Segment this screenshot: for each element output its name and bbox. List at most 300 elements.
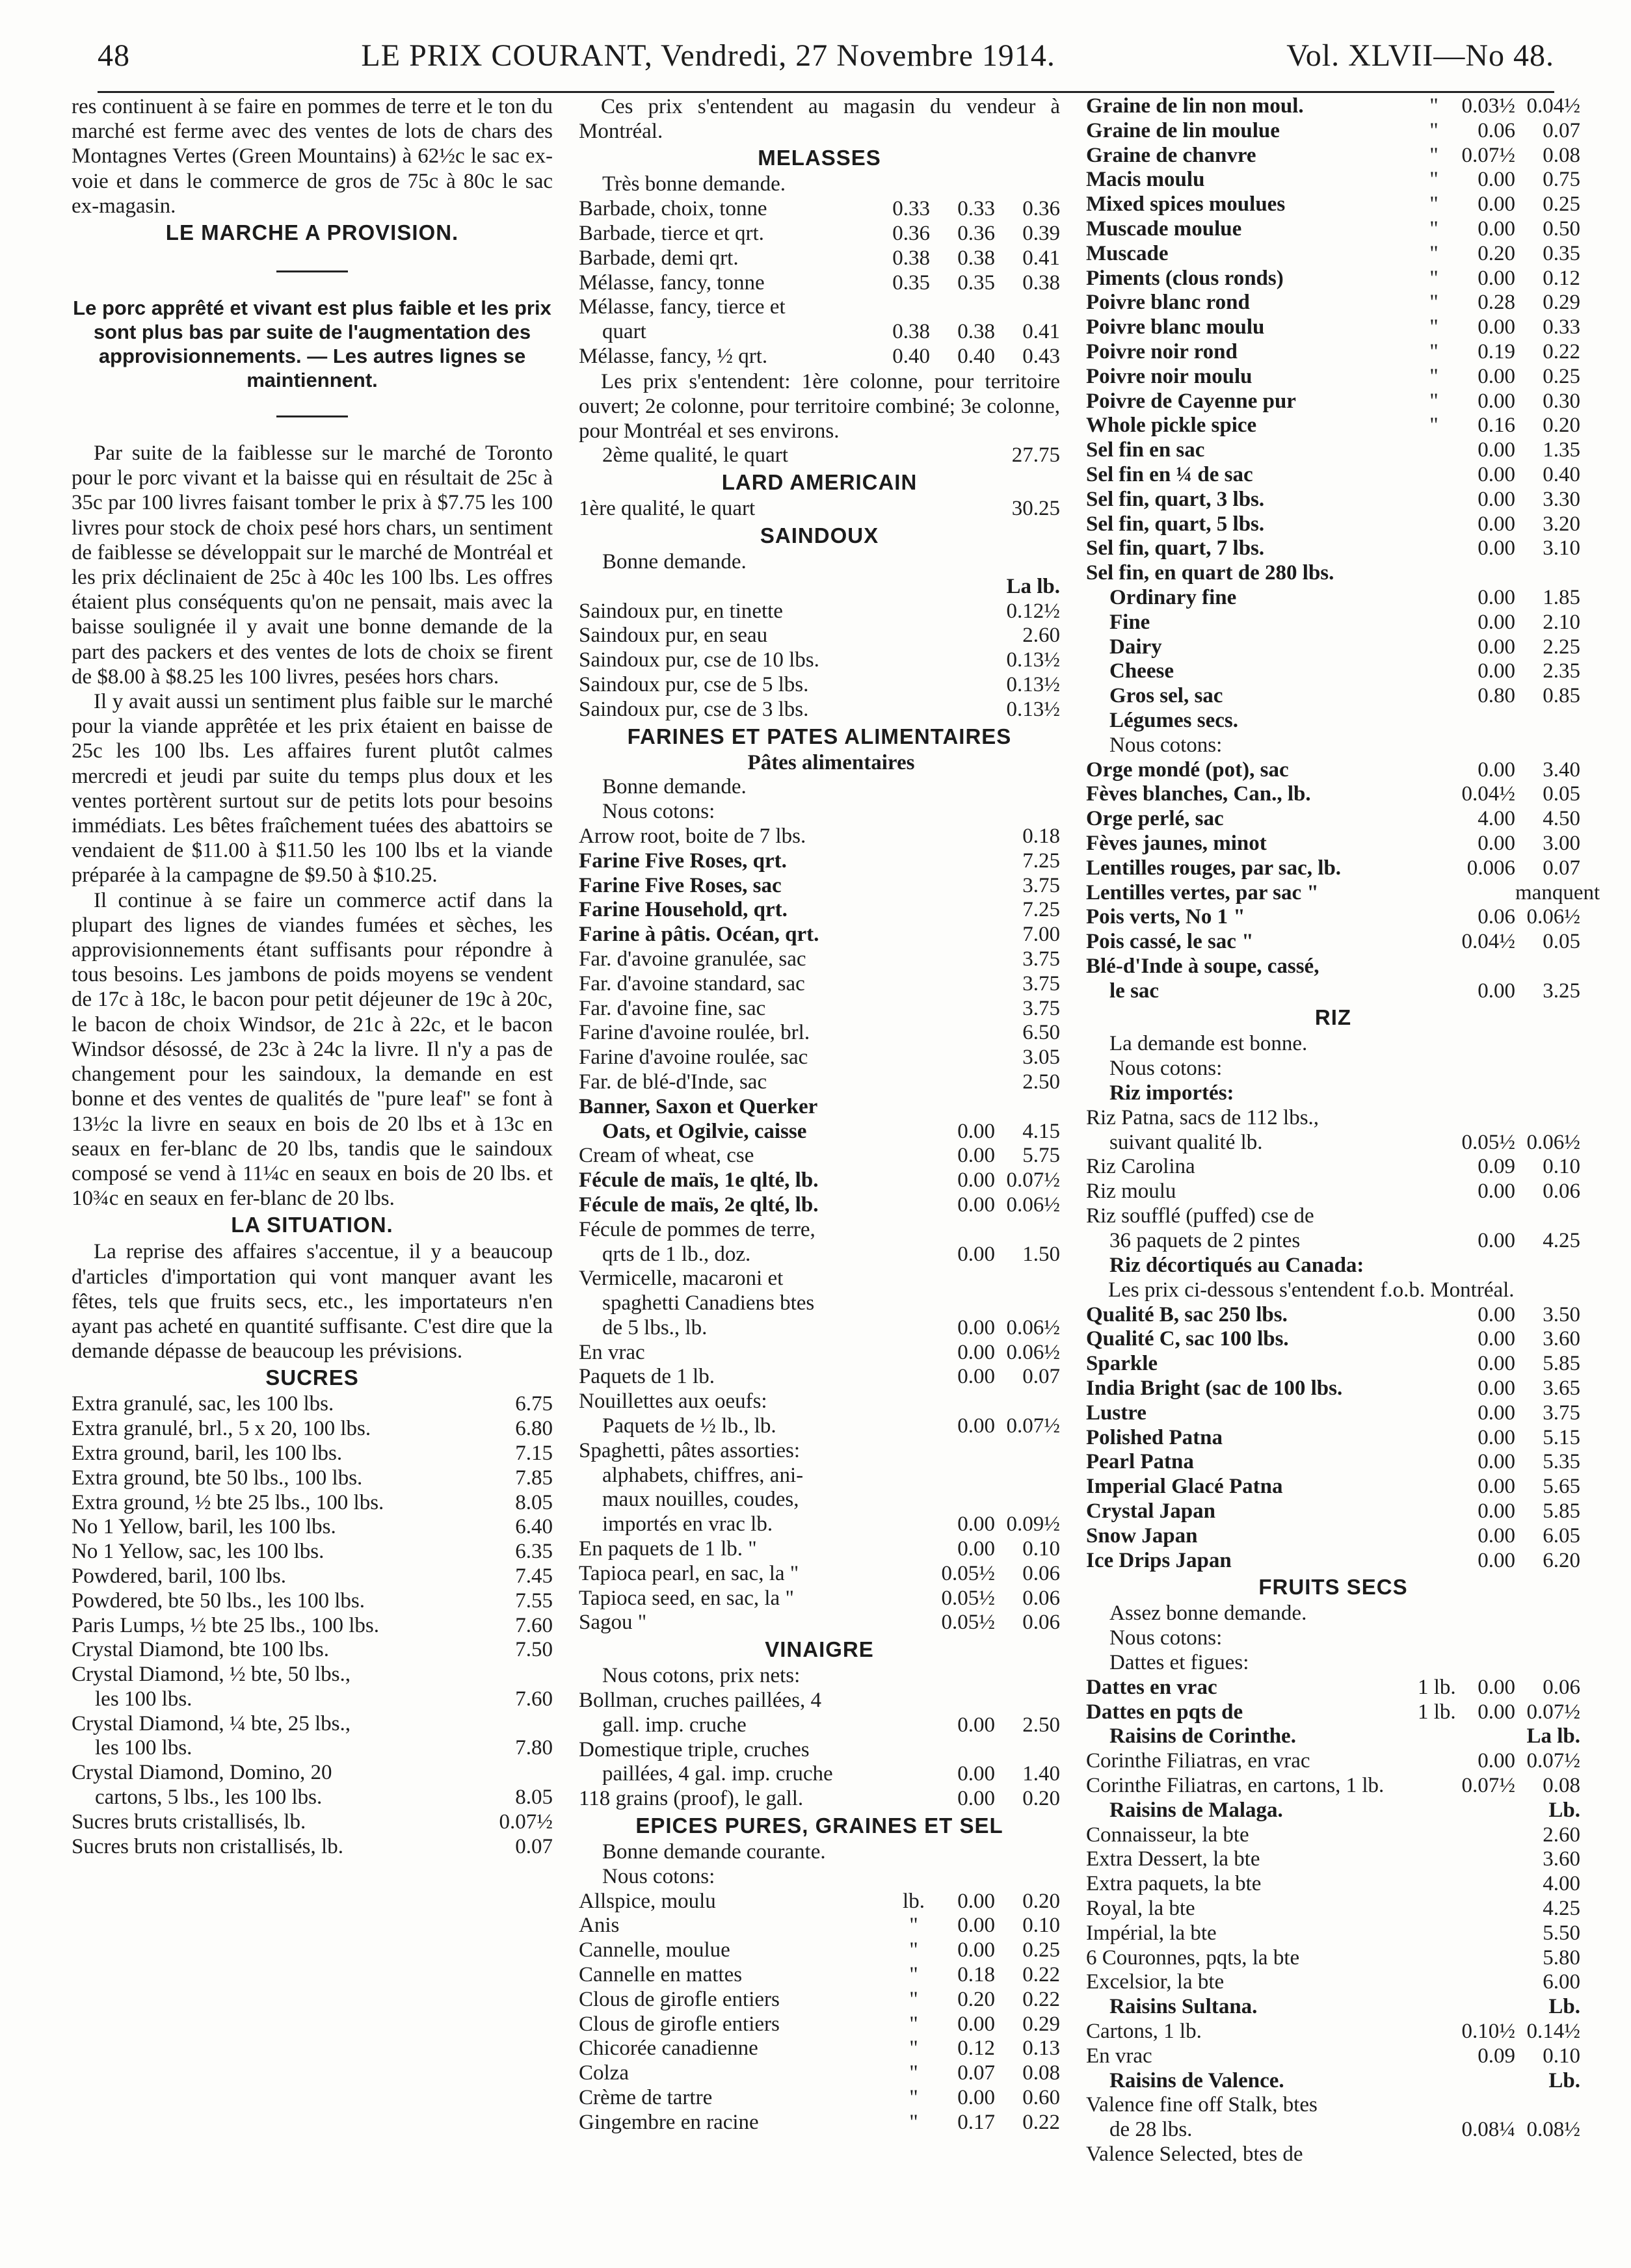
row-unit: " — [909, 1938, 918, 1962]
row-price: 3.75 — [1022, 996, 1060, 1020]
row-price: 0.10 — [1022, 1914, 1060, 1938]
row-price: 0.60 — [1022, 2086, 1060, 2109]
price-row — [1086, 1872, 1580, 1897]
row-label: Orge mondé (pot), sac — [1086, 758, 1289, 782]
price-row — [1086, 315, 1580, 340]
row-price: 0.08 — [1543, 1774, 1580, 1797]
row-price: 0.00 — [1478, 389, 1515, 413]
row-label: Polished Patna — [1086, 1425, 1223, 1449]
riz-heading: RIZ — [1314, 1005, 1352, 1030]
corinthe-subheading-row — [1086, 1724, 1580, 1749]
row-price: 0.05½ — [1461, 1130, 1515, 1154]
row-price — [930, 295, 995, 320]
row-unit: " — [1429, 339, 1439, 363]
price-row — [1086, 536, 1580, 561]
row-label: Cannelle, moulue — [579, 1938, 730, 1962]
row-price: 0.00 — [957, 1914, 995, 1938]
row-price: 2.50 — [1022, 1070, 1060, 1094]
price-row — [1086, 1106, 1580, 1131]
row-label: 1ère qualité, le quart — [579, 497, 756, 521]
row-price: 0.00 — [1478, 758, 1515, 782]
row-price: 0.06½ — [1006, 1193, 1060, 1217]
price-row — [579, 1168, 1060, 1193]
price-row — [579, 1243, 1060, 1267]
price-row — [1086, 955, 1580, 979]
row-price: 0.00 — [1478, 1523, 1515, 1548]
row-label: Riz moulu — [1086, 1180, 1176, 1204]
row-price: 0.75 — [1543, 168, 1580, 192]
epices-table — [579, 1890, 1060, 2135]
price-row — [1086, 1970, 1580, 1995]
row-unit — [1418, 635, 1450, 660]
row-price: 0.40 — [957, 344, 995, 368]
price-row — [579, 2061, 1060, 2086]
row-price: 0.00 — [957, 1537, 995, 1561]
row-price — [930, 1095, 995, 1120]
row-price: 3.75 — [1543, 1401, 1580, 1425]
price-row — [579, 600, 1060, 624]
row-price: 0.00 — [1478, 438, 1515, 462]
row-label: Domestique triple, cruches — [579, 1737, 810, 1761]
row-unit: " — [1429, 266, 1439, 290]
row-price: 2.60 — [1022, 624, 1060, 648]
row-label: Saindoux pur, cse de 10 lbs. — [579, 648, 819, 672]
price-row — [579, 947, 1060, 972]
row-label: Powdered, baril, 100 lbs. — [72, 1564, 286, 1588]
row-label: Paquets de 1 lb. — [579, 1365, 715, 1389]
melasses-second-quality-row — [579, 443, 1060, 468]
row-price: 5.35 — [1543, 1450, 1580, 1474]
row-price: 5.65 — [1543, 1475, 1580, 1499]
provision-paragraph-1: Par suite de la faiblesse sur le marché de Toronto pour le porc vivant et la baisse qui en résultait de 25c à 35c par 100 livres faisant tomber le prix à $7.75 les 100 livres pour stock de choix pesé hors chars, un sentiment de faiblesse se développait sur le marché de Montréal et les prix déclinaient de 25c à 40c les 100 lbs. Les offres étaient plus conséquents qu'on ne pensait, mais avec la baisse soulignée il y avait une bonne demande de la part des packers et des ventes de lots de choix se firent de $8.00 à $8.25 les 100 livres, pesées hors chars. — [72, 442, 553, 689]
row-label: Extra ground, ½ bte 25 lbs., 100 lbs. — [72, 1490, 384, 1514]
row-price: 0.00 — [1478, 1302, 1515, 1326]
row-price — [1515, 2093, 1580, 2118]
price-row — [579, 874, 1060, 899]
row-price: 0.20 — [1478, 241, 1515, 265]
row-label: Mélasse, fancy, tonne — [579, 270, 765, 295]
row-price — [497, 1712, 553, 1737]
saindoux-table — [579, 600, 1060, 722]
sucres-heading: SUCRES — [265, 1365, 359, 1390]
row-price: 0.85 — [1543, 684, 1580, 708]
row-label: quart — [602, 320, 646, 344]
row-label: Riz Carolina — [1086, 1155, 1195, 1179]
row-price: 0.06½ — [1526, 1130, 1580, 1154]
row-price: 3.40 — [1543, 758, 1580, 782]
row-price: 0.33 — [1543, 315, 1580, 339]
row-label: Crystal Diamond, Domino, 20 — [72, 1761, 332, 1785]
row-price: 0.08¼ — [1461, 2118, 1515, 2142]
row-price: 0.00 — [1478, 217, 1515, 241]
row-price: 0.29 — [1022, 2012, 1060, 2036]
sultana-unit: Lb. — [1548, 1995, 1580, 2019]
row-unit: " — [909, 1914, 918, 1938]
price-row — [579, 197, 1060, 222]
price-row — [1086, 979, 1580, 1004]
price-row — [1086, 2044, 1580, 2069]
row-price: 0.06 — [1543, 1675, 1580, 1699]
row-label: Sel fin, quart, 5 lbs. — [1086, 512, 1265, 536]
row-price — [1450, 881, 1515, 906]
row-price: 0.08 — [1543, 143, 1580, 167]
row-label: Qualité B, sac 250 lbs. — [1086, 1302, 1288, 1326]
row-price: 0.00 — [957, 1168, 995, 1193]
row-price: 0.06½ — [1006, 1315, 1060, 1339]
row-price: 7.45 — [515, 1564, 553, 1588]
row-price — [995, 1464, 1060, 1488]
row-label: Paquets de ½ lb., lb. — [602, 1414, 776, 1438]
row-price — [1450, 1204, 1515, 1229]
row-price: 0.09½ — [1006, 1512, 1060, 1536]
row-label: Orge perlé, sac — [1086, 807, 1224, 831]
saindoux-heading: SAINDOUX — [760, 523, 879, 547]
row-label: Ordinary fine — [1109, 585, 1237, 609]
row-label: Farine Five Roses, qrt. — [579, 849, 787, 873]
price-row — [1086, 414, 1580, 438]
row-unit: " — [1429, 192, 1439, 217]
price-row — [1086, 2118, 1580, 2143]
row-label: Extra granulé, brl., 5 x 20, 100 lbs. — [72, 1417, 371, 1441]
price-row — [72, 1810, 553, 1835]
row-price — [1450, 1106, 1515, 1131]
row-price: 0.00 — [957, 2086, 995, 2109]
row-price: 0.00 — [1478, 168, 1515, 192]
row-price: 0.00 — [1478, 1475, 1515, 1499]
price-row — [1086, 905, 1580, 930]
row-price: 0.00 — [957, 1193, 995, 1217]
row-price: 0.00 — [957, 1315, 995, 1339]
row-price: 0.06 — [1022, 1611, 1060, 1635]
price-row — [579, 1988, 1060, 2012]
row-label: Sel fin en ¼ de sac — [1086, 462, 1253, 486]
price-row — [1086, 1426, 1580, 1451]
row-price — [1450, 2143, 1515, 2167]
price-row — [579, 1341, 1060, 1365]
row-unit: lb. — [903, 1889, 925, 1913]
row-label: Sucres bruts cristallisés, lb. — [72, 1810, 306, 1834]
row-unit — [1418, 536, 1450, 561]
malaga-unit: Lb. — [1548, 1798, 1580, 1822]
row-label: Royal, la bte — [1086, 1896, 1195, 1920]
valence-subheading-row — [1086, 2069, 1580, 2094]
row-price: 3.25 — [1543, 979, 1580, 1003]
row-price: 0.13½ — [1006, 672, 1060, 696]
row-price: 4.15 — [1022, 1119, 1060, 1143]
row-label: Pois cassé, le sac " — [1086, 930, 1254, 954]
price-row — [1086, 389, 1580, 414]
price-row — [579, 1938, 1060, 1963]
corinthe-subheading: Raisins de Corinthe. — [1109, 1724, 1296, 1748]
price-row — [1086, 1131, 1580, 1155]
row-price: 0.00 — [1478, 1401, 1515, 1425]
row-price: 0.00 — [957, 1713, 995, 1737]
row-price: 0.35 — [957, 270, 995, 295]
row-label: maux nouilles, coudes, — [602, 1488, 799, 1512]
provision-paragraph-3: Il continue à se faire un commerce actif dans la plupart des lignes de viandes fumées et sèches, les approvisionnements étant suffisants pour répondre à tous besoins. Les jambons de poids moyens se vendent de 17c à 18c, le bacon pour petit déjeuner de 19c à 20c, le bacon de choix Windsor, de 21c à 22c, et le bacon Windsor désossé, de 23c à 24c la livre. Il n'y a pas de changement pour les saindoux, la demande en est bonne et des ventes de qualités de "pure leaf" se font à 13½c la livre en seaux en bois de 20 lbs et à 13c en seaux en fer-blanc de 20 lbs, tandis que le saindoux composé se vend à 11¼c en seaux en bois de 20 lbs. et 10¾c en seaux en fer-blanc de 20 lbs. — [72, 888, 553, 1211]
row-price: 0.00 — [957, 1119, 995, 1143]
row-price: 6.35 — [515, 1540, 553, 1564]
price-row — [579, 824, 1060, 849]
row-label: Farine à pâtis. Océan, qrt. — [579, 923, 819, 947]
row-price: 6.75 — [515, 1392, 553, 1416]
price-row — [579, 1120, 1060, 1144]
row-price: 0.25 — [1022, 1938, 1060, 1962]
price-row — [579, 698, 1060, 722]
row-label: Corinthe Filiatras, en vrac — [1086, 1749, 1310, 1773]
row-label: Mélasse, fancy, tierce et — [579, 295, 786, 319]
price-row — [1086, 340, 1580, 365]
price-row — [1086, 659, 1580, 684]
volume-label: Vol. XLVII—No 48. — [1286, 38, 1554, 73]
row-price: 0.00 — [1478, 635, 1515, 659]
row-price: 6.40 — [515, 1515, 553, 1539]
row-label: Dattes en vrac — [1086, 1675, 1217, 1699]
row-price — [1515, 955, 1580, 979]
row-price: 4.25 — [1543, 1228, 1580, 1252]
sultana-subheading: Raisins Sultana. — [1109, 1995, 1258, 2019]
price-row — [1086, 144, 1580, 168]
row-label: Mélasse, fancy, ½ qrt. — [579, 344, 768, 368]
row-price — [930, 1070, 995, 1095]
row-unit: " — [1429, 143, 1439, 167]
provision-heading: LE MARCHE A PROVISION. — [165, 220, 459, 245]
row-price: 0.10 — [1543, 1155, 1580, 1179]
row-price: 0.006 — [1466, 856, 1515, 880]
row-price: 7.15 — [515, 1441, 553, 1465]
row-label: Poivre noir moulu — [1086, 364, 1253, 388]
page-header — [98, 20, 1554, 93]
row-label: Far. d'avoine granulée, sac — [579, 947, 806, 971]
row-price: 30.25 — [1011, 497, 1060, 521]
row-price: 0.00 — [1478, 1700, 1515, 1724]
valence-unit: Lb. — [1548, 2068, 1580, 2092]
provision-paragraph-2: Il y avait aussi un sentiment plus faible sur le marché pour la viande apprêtée et les prix étaient en baisse de 25c les 100 lbs. Les affaires furent plutôt calmes mercredi et jeudi par suite du temps plus doux et les ventes portèrent surtout sur de petits lots pour besoins immédiats. Les bêtes fraîchement tuées des abattoirs se vendaient de $11.00 à $11.50 les 100 lbs et la viande préparée à la campagne de $9.50 à $10.25. — [72, 690, 553, 888]
row-unit: " — [1429, 315, 1439, 339]
price-row — [72, 1663, 553, 1687]
row-price: 0.38 — [957, 246, 995, 270]
row-price: 0.28 — [1478, 291, 1515, 315]
row-price: 0.00 — [1478, 1180, 1515, 1204]
row-price: 0.00 — [1478, 1548, 1515, 1572]
price-row — [1086, 1377, 1580, 1401]
row-unit: " — [1429, 389, 1439, 413]
row-price: 0.03½ — [1461, 94, 1515, 118]
row-price: 6.05 — [1543, 1523, 1580, 1548]
price-row — [579, 1218, 1060, 1243]
row-price: 0.09 — [1478, 2044, 1515, 2068]
price-row — [579, 1689, 1060, 1713]
row-price: 0.07½ — [499, 1810, 553, 1834]
price-row — [579, 1787, 1060, 1812]
row-label: Fèves jaunes, minot — [1086, 831, 1267, 855]
row-price — [930, 824, 995, 849]
price-row — [72, 1564, 553, 1589]
row-price: 7.60 — [515, 1687, 553, 1711]
fruits-heading: FRUITS SECS — [1258, 1575, 1408, 1600]
row-price — [995, 1095, 1060, 1120]
row-label: 118 grains (proof), le gall. — [579, 1787, 804, 1811]
row-price — [930, 972, 995, 997]
row-price: 0.08 — [1022, 2061, 1060, 2085]
row-unit: " — [1429, 241, 1439, 265]
price-row — [1086, 1303, 1580, 1328]
price-row — [579, 295, 1060, 320]
row-price: 0.41 — [1022, 246, 1060, 270]
sultana-subheading-row — [1086, 1995, 1580, 2020]
price-row — [1086, 635, 1580, 660]
column-3 — [1086, 94, 1600, 2240]
row-price: 0.36 — [957, 222, 995, 245]
price-row — [72, 1515, 553, 1540]
row-price: 0.36 — [892, 222, 930, 245]
price-row — [579, 1095, 1060, 1120]
melasses-note: Les prix s'entendent: 1ère colonne, pour territoire ouvert; 2e colonne, pour territoire combiné; 3e colonne, pour Montréal et ses environs. — [579, 369, 1060, 443]
price-row — [579, 1316, 1060, 1341]
row-label: de 28 lbs. — [1109, 2118, 1193, 2142]
row-label: Crystal Diamond, ½ bte, 50 lbs., — [72, 1663, 351, 1687]
row-unit: " — [1429, 291, 1439, 315]
price-row — [579, 1512, 1060, 1537]
row-price: 0.05½ — [941, 1611, 995, 1635]
provision-lead: Le porc apprêté et vivant est plus faible et les prix sont plus bas par suite de l'augmentation des approvisionnements. — Les autres lignes se maintiennent. — [73, 297, 551, 392]
row-price — [497, 1663, 553, 1687]
price-row — [72, 1761, 553, 1786]
fruits-cotons: Nous cotons: — [1109, 1626, 1223, 1650]
price-row — [1086, 1475, 1580, 1499]
price-row — [579, 2111, 1060, 2135]
row-price: 5.75 — [1022, 1144, 1060, 1168]
row-label: Extra Dessert, la bte — [1086, 1847, 1260, 1871]
price-row — [579, 1464, 1060, 1488]
price-row — [579, 648, 1060, 673]
row-price: 0.00 — [1478, 192, 1515, 217]
vinaigre-table — [579, 1689, 1060, 1812]
riz-decortiques-subheading: Riz décortiqués au Canada: — [1109, 1253, 1364, 1277]
epices-heading: EPICES PURES, GRAINES ET SEL — [635, 1813, 1003, 1838]
melasses-demand: Très bonne demande. — [602, 172, 786, 196]
row-price: 2.25 — [1543, 635, 1580, 659]
row-price: 0.07 — [1022, 1365, 1060, 1389]
dattes-subheading: Dattes et figues: — [1109, 1651, 1249, 1675]
row-price: 0.00 — [1478, 831, 1515, 855]
price-row — [72, 1540, 553, 1564]
row-label: Crème de tartre — [579, 2086, 713, 2109]
row-price: 0.12 — [1543, 266, 1580, 290]
sucres-table — [72, 1392, 553, 1859]
melasses-table — [579, 197, 1060, 369]
price-row — [579, 1291, 1060, 1316]
row-label: India Bright (sac de 100 lbs. — [1086, 1377, 1343, 1401]
price-row — [72, 1466, 553, 1491]
row-label: Cheese — [1109, 659, 1174, 683]
price-row — [72, 1736, 553, 1761]
row-price — [930, 1390, 995, 1414]
row-price: 0.10½ — [1461, 2019, 1515, 2043]
row-price: 0.13½ — [1006, 697, 1060, 721]
row-price: manquent — [1515, 880, 1600, 904]
row-label: Poivre blanc moulu — [1086, 315, 1265, 339]
row-label: Sel fin, quart, 7 lbs. — [1086, 536, 1265, 560]
row-price: 0.00 — [1478, 1228, 1515, 1252]
price-row — [579, 1046, 1060, 1070]
price-row — [1086, 512, 1580, 537]
row-price: 0.00 — [1478, 1327, 1515, 1351]
row-price: 3.75 — [1022, 947, 1060, 971]
row-price: 0.30 — [1543, 389, 1580, 413]
row-price — [1450, 2093, 1515, 2118]
row-label: Tapioca pearl, en sac, la " — [579, 1561, 799, 1585]
farines-cotons: Nous cotons: — [602, 800, 715, 824]
row-label: Crystal Japan — [1086, 1499, 1215, 1523]
row-price: 0.00 — [957, 1414, 995, 1438]
price-row — [72, 1614, 553, 1639]
row-label: qrts de 1 lb., doz. — [602, 1242, 751, 1266]
row-price: 2.10 — [1543, 610, 1580, 634]
row-price: 2.50 — [1022, 1713, 1060, 1737]
price-row — [1086, 1749, 1580, 1774]
row-label: No 1 Yellow, baril, les 100 lbs. — [72, 1515, 336, 1539]
row-price: 3.20 — [1543, 512, 1580, 536]
riz-importes-subheading: Riz importés: — [1109, 1081, 1234, 1105]
row-label: Dattes en pqts de — [1086, 1700, 1243, 1724]
row-price: 6.20 — [1543, 1548, 1580, 1572]
row-label: paillées, 4 gal. imp. cruche — [602, 1762, 833, 1786]
row-price: 0.07½ — [1461, 143, 1515, 167]
row-price: 2.60 — [1543, 1823, 1580, 1847]
row-unit — [1418, 684, 1450, 709]
row-label: En vrac — [579, 1340, 645, 1364]
row-unit: 1 lb. — [1418, 1700, 1456, 1724]
price-row — [1086, 1676, 1580, 1700]
price-row — [1086, 758, 1580, 783]
row-label: Blé-d'Inde à soupe, cassé, — [1086, 954, 1319, 978]
legumes-table — [1086, 758, 1600, 1004]
valence-table — [1086, 2093, 1580, 2167]
row-label: Dairy — [1109, 635, 1162, 659]
row-price: 0.10 — [1022, 1537, 1060, 1561]
row-label: Far. de blé-d'Inde, sac — [579, 1070, 767, 1094]
lard-heading: LARD AMERICAIN — [721, 470, 918, 495]
row-price: 27.75 — [1011, 443, 1060, 468]
row-price: 0.06½ — [1526, 905, 1580, 929]
row-price — [865, 295, 930, 320]
row-label: Chicorée canadienne — [579, 2037, 758, 2061]
row-price: 8.05 — [515, 1786, 553, 1810]
row-price: 0.20 — [957, 1987, 995, 2011]
row-price: 4.00 — [1543, 1872, 1580, 1896]
row-label: Crystal Diamond, bte 100 lbs. — [72, 1638, 329, 1662]
row-price: 0.07 — [1543, 118, 1580, 142]
row-label: Farine d'avoine roulée, brl. — [579, 1021, 810, 1045]
price-row — [72, 1786, 553, 1810]
row-label: Excelsior, la bte — [1086, 1970, 1225, 1994]
row-price: 0.29 — [1543, 291, 1580, 315]
row-price: 7.80 — [515, 1736, 553, 1760]
price-row — [72, 1687, 553, 1712]
price-row — [579, 1144, 1060, 1168]
row-price: 0.00 — [1478, 536, 1515, 560]
row-price: 5.15 — [1543, 1425, 1580, 1449]
malaga-subheading: Raisins de Malaga. — [1109, 1798, 1283, 1822]
row-label: Fécule de pommes de terre, — [579, 1217, 816, 1241]
saindoux-demand: Bonne demande. — [602, 549, 747, 574]
malaga-subheading-row — [1086, 1799, 1580, 1823]
row-label: Far. d'avoine fine, sac — [579, 996, 766, 1020]
row-label: Banner, Saxon et Querker — [579, 1094, 818, 1118]
price-row — [72, 1835, 553, 1860]
situation-paragraph: La reprise des affaires s'accentue, il y a beaucoup d'articles d'importation qui vont manquer avant les fêtes, tels que fruits secs, etc., les importateurs n'en ayant pas acheté en quantité suffisante. C'est dire que la demande dépasse de beaucoup les prévisions. — [72, 1240, 553, 1364]
